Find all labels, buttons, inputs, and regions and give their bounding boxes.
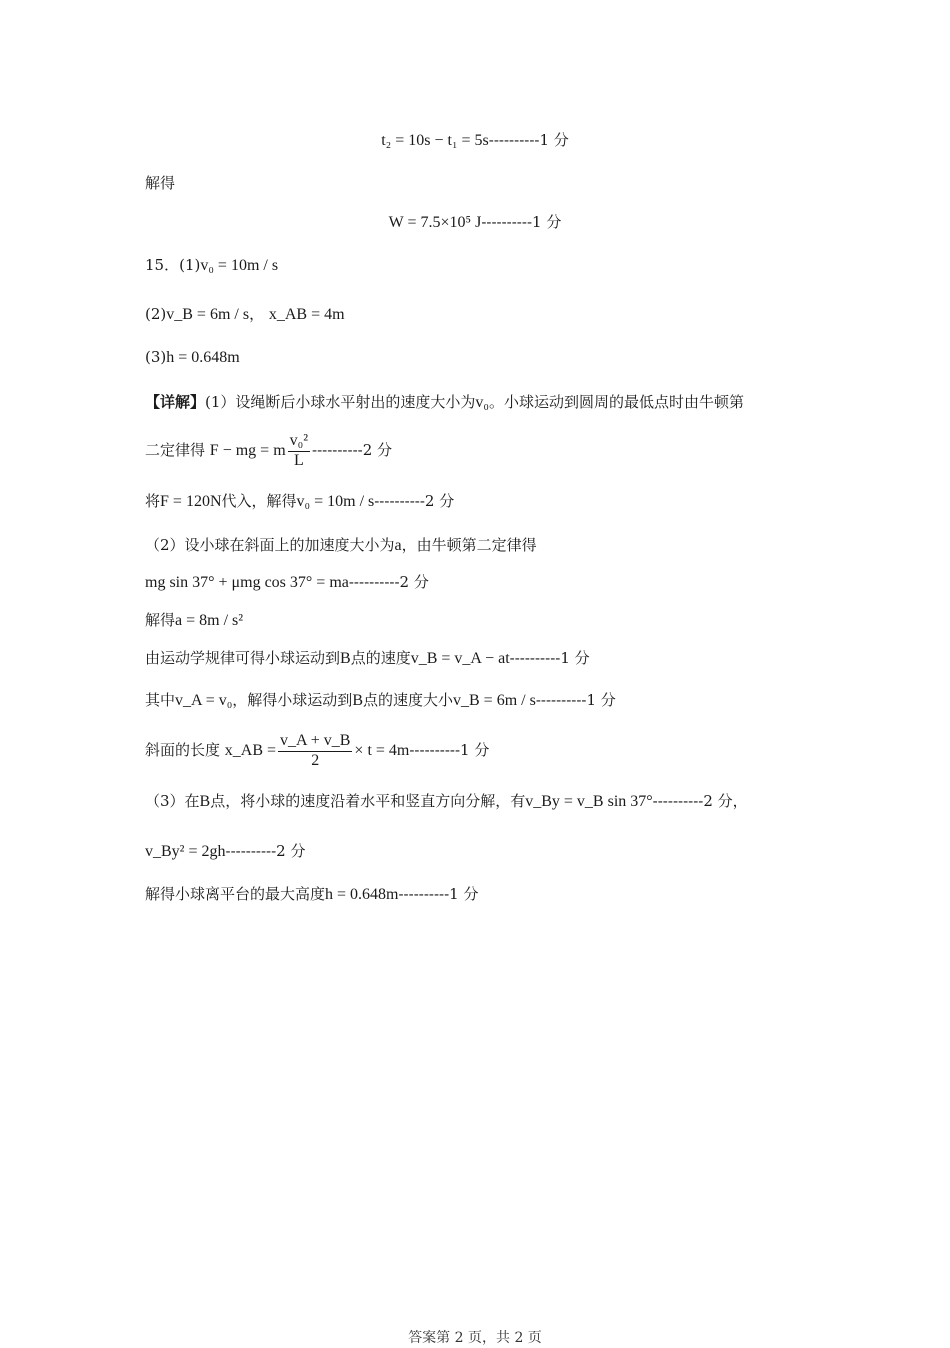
detail-final-height: 解得小球离平台的最大高度h = 0.648m----------1 分 — [145, 885, 479, 903]
detail-vb-result: 其中v_A = v₀，解得小球运动到B点的速度大小v_B = 6m / s----------1 分 — [145, 691, 616, 709]
text-jiede: 解得 — [145, 174, 176, 192]
answer-15-3: (3)h = 0.648m — [145, 348, 240, 366]
equation-work: W = 7.5×10⁵ J----------1 分 — [388, 213, 562, 231]
detail-slope-length: 斜面的长度 x_AB = $\frac{v\_A + v\_B}{2}$ × t = 4m----------1 分 — [145, 732, 490, 769]
detail-substitute-F: 将F = 120N代入，解得v₀ = 10m / s----------2 分 — [145, 492, 455, 510]
detail-part-2-intro: （2）设小球在斜面上的加速度大小为a，由牛顿第二定律得 — [145, 536, 537, 554]
detail-height-eq: v_By² = 2gh----------2 分 — [145, 842, 306, 860]
detail-kinematics: 由运动学规律可得小球运动到B点的速度v_B = v_A − at----------1 分 — [145, 649, 590, 667]
detail-line-1: 【详解】(1）设绳断后小球水平射出的速度大小为v₀。小球运动到圆周的最低点时由牛顿第 — [145, 393, 745, 411]
answer-15-1: 15．(1)v₀ = 10m / s — [145, 256, 279, 274]
page-footer: 答案第 2 页，共 2 页 — [408, 1330, 542, 1346]
equation-t2: t₂ = 10s − t₁ = 5s----------1 分 — [381, 131, 569, 149]
fraction: $\frac{\text{v₀²}}{L}$ — [289, 432, 309, 469]
fraction: $\frac{v\_A + v\_B}{2}$ — [280, 732, 351, 769]
detail-accel-result: 解得a = 8m / s² — [145, 611, 244, 629]
detail-newton-eq: 二定律得 F − mg = m $\frac{\text{v₀²}}{L}$ ----------2 分 — [145, 432, 393, 469]
detail-force-eq: mg sin 37° + μmg cos 37° = ma----------2 分 — [145, 573, 429, 591]
answer-15-2: (2)v_B = 6m / s， x_AB = 4m — [145, 305, 345, 323]
detail-part-3: （3）在B点，将小球的速度沿着水平和竖直方向分解，有v_By = v_B sin 37°----------2 分， — [145, 792, 748, 810]
